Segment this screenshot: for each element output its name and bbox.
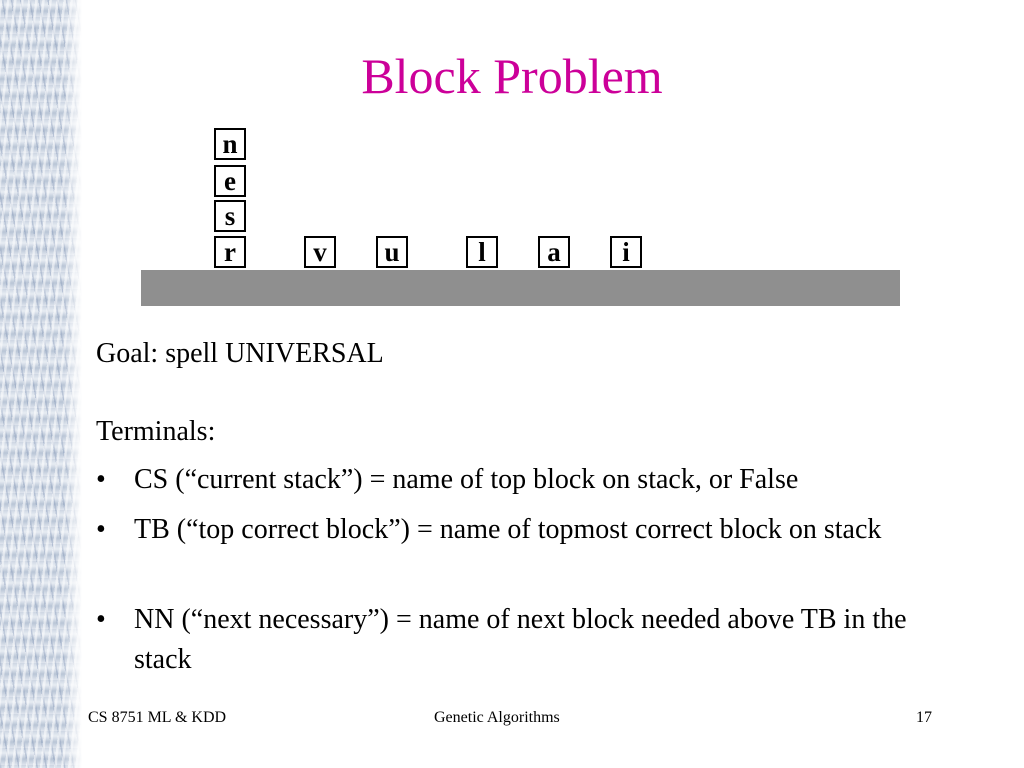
bullet-marker: • <box>96 464 106 495</box>
footer-page-number: 17 <box>916 709 932 726</box>
table-block-a: a <box>538 236 570 268</box>
table-block-u: u <box>376 236 408 268</box>
footer-topic: Genetic Algorithms <box>434 709 560 726</box>
stack-block-r: r <box>214 236 246 268</box>
footer-course: CS 8751 ML & KDD <box>88 709 227 726</box>
decorative-side-texture <box>0 0 82 768</box>
bullet-tb: TB (“top correct block”) = name of topmost correct block on stack <box>134 514 882 545</box>
stack-block-n: n <box>214 128 246 160</box>
table-block-l: l <box>466 236 498 268</box>
terminals-heading: Terminals: <box>96 416 216 447</box>
table-block-i: i <box>610 236 642 268</box>
bullet-cs: CS (“current stack”) = name of top block on stack, or False <box>134 464 799 495</box>
bullet-marker: • <box>96 514 106 545</box>
bullet-nn: NN (“next necessary”) = name of next block needed above TB in the stack <box>134 604 907 675</box>
table-block-v: v <box>304 236 336 268</box>
goal-text: Goal: spell UNIVERSAL <box>96 338 384 369</box>
stack-block-s: s <box>214 200 246 232</box>
stack-block-e: e <box>214 165 246 197</box>
slide-title: Block Problem <box>361 48 663 104</box>
table-surface <box>141 270 900 306</box>
bullet-marker: • <box>96 604 106 635</box>
